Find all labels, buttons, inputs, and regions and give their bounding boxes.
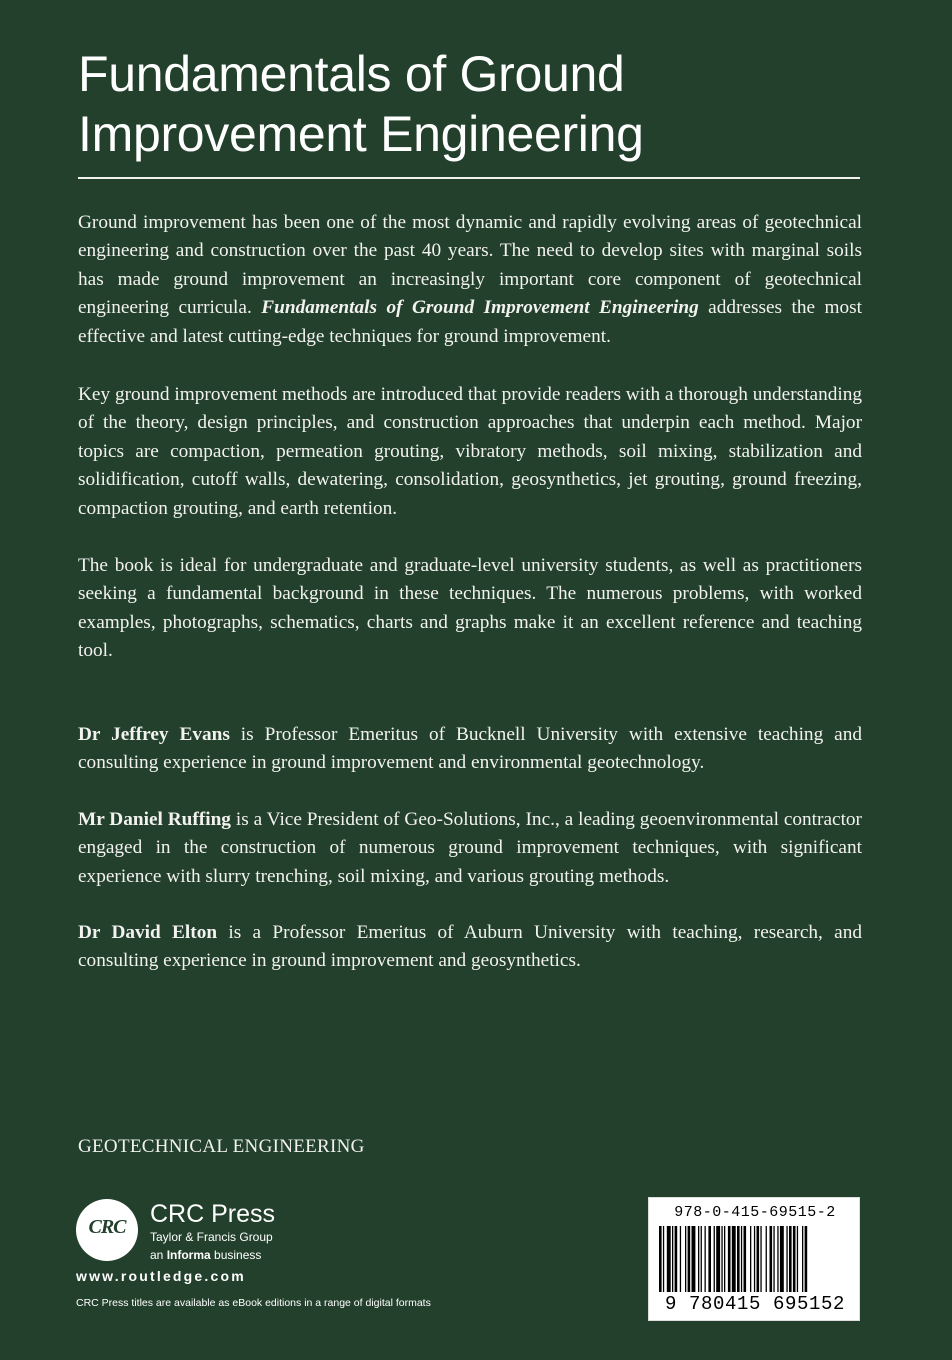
book-title-reference: Fundamentals of Ground Improvement Engineering: [261, 297, 699, 319]
description-paragraph-1: [78, 209, 862, 351]
barcode-bar: [728, 1226, 731, 1292]
ean-number: 9 780415 695152: [664, 1293, 846, 1315]
publisher-informa: [150, 1248, 261, 1262]
isbn-barcode: [648, 1197, 860, 1321]
barcode-bar: [789, 1226, 792, 1292]
barcode-bar: [692, 1226, 696, 1292]
author-name: Mr Daniel Ruffing: [78, 809, 231, 830]
barcode-bar: [754, 1226, 755, 1292]
barcode-bar: [786, 1226, 787, 1292]
barcode-bar: [793, 1226, 796, 1292]
barcode-bar: [805, 1226, 808, 1292]
barcode-bar: [675, 1226, 678, 1292]
barcode-bar: [750, 1226, 751, 1292]
author-description: is Professor Emeritus of Bucknell University with extensive teaching and consulting experience in ground improvement and environmental geotechnology.: [78, 724, 862, 774]
author-description: is a Vice President of Geo-Solutions, Inc., a leading geoenvironmental contractor engaged in the construction of numerous ground improvement techniques, with significant experience with slurry trenching, soil mixing, and various grouting methods.: [78, 809, 862, 887]
barcode-bar: [701, 1226, 702, 1292]
publisher-block: [76, 1199, 456, 1319]
barcode-bars-icon: [657, 1226, 853, 1292]
barcode-bar: [802, 1226, 803, 1292]
informa-brand: Informa: [166, 1248, 211, 1262]
ebook-note: CRC Press titles are available as eBook editions in a range of digital formats: [76, 1297, 431, 1309]
author-name: Dr Jeffrey Evans: [78, 724, 230, 745]
barcode-bar: [716, 1226, 720, 1292]
barcode-bar: [724, 1226, 725, 1292]
subject-category: GEOTECHNICAL ENGINEERING: [78, 1136, 365, 1157]
barcode-bar: [757, 1226, 760, 1292]
barcode-bar: [780, 1226, 784, 1292]
barcode-bar: [705, 1226, 706, 1292]
barcode-bar: [685, 1226, 686, 1292]
barcode-bar: [663, 1226, 664, 1292]
barcode-bar: [797, 1226, 798, 1292]
barcode-bar: [672, 1226, 673, 1292]
description-text: Ground improvement has been one of the most dynamic and rapidly evolving areas of geotechnical engineering and construction over the past 40 years. The need to develop sites with marginal soils has made ground improvement an increasingly important core component of geotechnical engineering curricula.: [78, 212, 862, 319]
author-description: is a Professor Emeritus of Auburn University with teaching, research, and consulting experience in ground improvement and geosynthetics.: [78, 922, 862, 972]
book-title: [78, 44, 878, 164]
isbn-number: 978-0-415-69515-2: [674, 1204, 836, 1221]
barcode-bar: [680, 1226, 681, 1292]
description-text: addresses the most effective and latest cutting-edge techniques for ground improvement.: [78, 297, 863, 347]
book-title-line-2: Improvement Engineering: [78, 106, 644, 162]
barcode-bar: [773, 1226, 774, 1292]
author-bio-3: [78, 919, 862, 976]
barcode-bar: [698, 1226, 699, 1292]
author-bio-2: [78, 806, 862, 891]
barcode-bar: [659, 1226, 662, 1292]
author-bio-1: [78, 721, 862, 778]
book-title-line-1: Fundamentals of Ground: [78, 46, 625, 102]
barcode-bar: [770, 1226, 773, 1292]
barcode-bar: [688, 1226, 691, 1292]
barcode-bar: [760, 1226, 761, 1292]
barcode-bar: [714, 1226, 715, 1292]
informa-prefix: an: [150, 1248, 167, 1262]
publisher-name: CRC Press: [150, 1200, 276, 1228]
description-paragraph-3: The book is ideal for undergraduate and graduate-level university students, as well as practitioners seeking a fundamental background in these techniques. The numerous problems, with worked examples, photographs, schematics, charts and graphs make it an excellent reference and teaching tool.: [78, 555, 862, 662]
author-name: Dr David Elton: [78, 922, 218, 943]
publisher-group: Taylor & Francis Group: [150, 1230, 273, 1244]
barcode-bar: [732, 1226, 736, 1292]
publisher-website: www.routledge.com: [76, 1268, 246, 1284]
title-divider: [78, 177, 860, 179]
crc-logo-text: CRC: [88, 1216, 126, 1238]
description-paragraph-2: Key ground improvement methods are introduced that provide readers with a thorough understanding of the theory, design principles, and construction approaches that underpin each method. Major topics are compaction, permeation grouting, vibratory methods, soil mixing, stabilization and solidification, cutoff walls, dewatering, consolidation, geosynthetics, jet grouting, ground freezing, compaction grouting, and earth retention.: [78, 384, 862, 519]
barcode-bar: [741, 1226, 742, 1292]
barcode-bar: [737, 1226, 740, 1292]
crc-logo-icon: [76, 1199, 138, 1261]
barcode-bar: [721, 1226, 722, 1292]
informa-suffix: business: [210, 1248, 262, 1262]
barcode-bar: [766, 1226, 767, 1292]
barcode-bar: [667, 1226, 671, 1292]
barcode-bar: [777, 1226, 778, 1292]
barcode-bar: [708, 1226, 711, 1292]
barcode-bar: [744, 1226, 747, 1292]
